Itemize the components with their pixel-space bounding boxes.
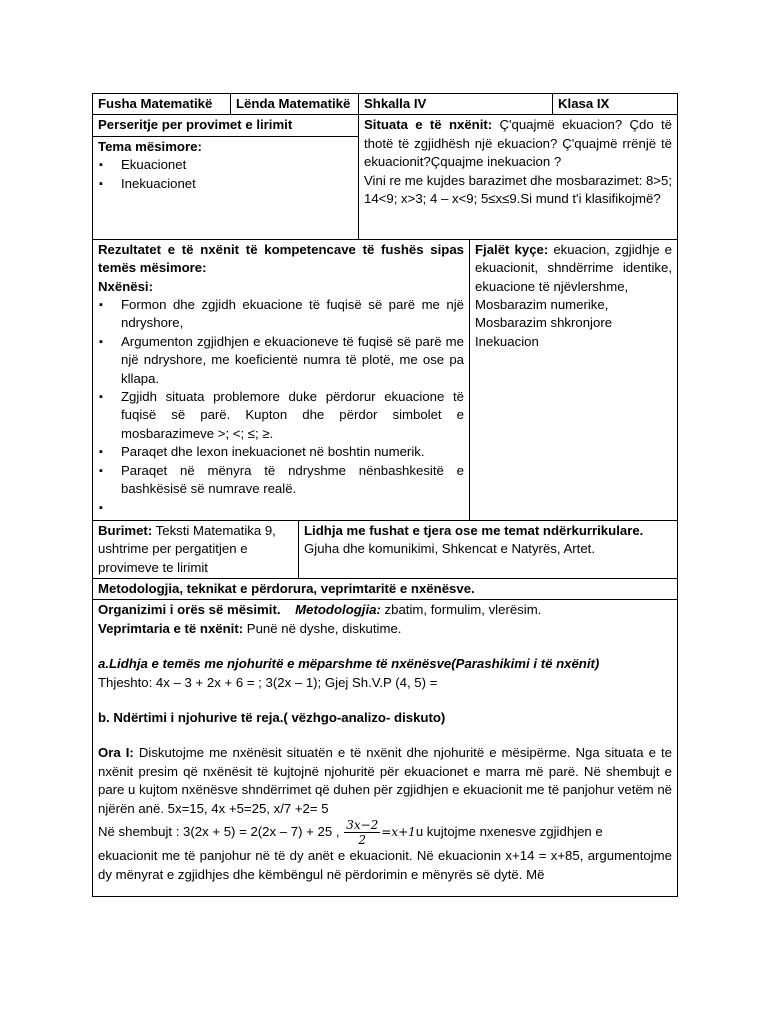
theme-cell (93, 136, 359, 239)
resources-text: Teksti Matematika 9, ushtrime per pergatitjen e provimeve te lirimit (98, 522, 276, 575)
last-paragraph: ekuacionit me të panjohur në të dy anët e ekuacionit. Në ekuacionin x+14 = x+85, argumentojme dy mënyrat e zgjidhjes dhe këmbëngul në përdorimin e mënyrës së dytë. Më (98, 848, 672, 882)
ora-paragraph (98, 744, 672, 818)
outcomes-list (98, 296, 464, 516)
outcomes-cell (93, 239, 470, 520)
fraction-denominator: 2 (358, 833, 367, 848)
outcome-item: ▪ Zgjidh situata problemore duke përdorur ekuacione të fuqisë së parë. Kupton dhe përdor simbolet e mosbarazimeve >; <; ≤; ≥. (98, 388, 464, 443)
field-cell: Fusha Matematikë (93, 94, 231, 115)
section-b-heading: b. Ndërtimi i njohurive të reja.( vëzhgo-analizo- diskuto) (98, 710, 446, 726)
ora-text: Diskutojme me nxënësit situatën e të nxënit dhe njohuritë e mësipërme. Nga situata e te nxënit presim që nxënësit të kujtojnë njohuritë për ekuacionet e marra më parë. Në shembujt e pare u kujtom nxënësve shndërrimet që duhen për zgjidhjen e ekuacionit me të panjohur vetëm në njërën anë. 5x=15, 4x +5=25, x/7 +2= 5 (98, 745, 673, 816)
outcome-item: ▪ Paraqet dhe lexon inekuacionet në boshtin numerik. (98, 443, 464, 461)
links-heading: Lidhja me fushat e tjera ose me temat ndërkurrikulare. (304, 522, 644, 538)
resources-label: Burimet: (98, 522, 153, 538)
method-text: zbatim, formulim, vlerësim. (380, 602, 542, 618)
fraction-rhs: =x+1 (381, 825, 416, 840)
ora-label: Ora I: (98, 745, 134, 761)
theme-item: ▪ Inekuacionet (98, 175, 353, 193)
resources-row (93, 520, 678, 578)
outcomes-row (93, 239, 678, 520)
keywords-label: Fjalët kyçe: (475, 241, 549, 257)
theme-item: ▪ Ekuacionet (98, 156, 353, 174)
lesson-plan-table (92, 93, 678, 897)
lesson-body-cell (93, 600, 678, 897)
topic-row (93, 115, 678, 136)
keywords-cell (470, 239, 678, 520)
keyword-line: Mosbarazim numerike, (475, 297, 609, 313)
header-row (93, 94, 678, 115)
simplify-exercise: Thjeshto: 4x – 3 + 2x + 6 = ; 3(2x – 1); Gjej Sh.V.P (4, 5) = (98, 674, 438, 690)
situation-text-2: Vini re me kujdes barazimet dhe mosbarazimet: 8>5; 14<9; x>3; 4 – x<9; 5≤x≤9.Si mund t'i klasifikojmë? (364, 172, 672, 207)
outcome-item: ▪ Paraqet në mënyra të ndryshme nënbashkesitë e bashkësisë së numrave realë. (98, 462, 464, 499)
keywords-text: ekuacion, zgjidhje e ekuacionit, shndërrime identike, ekuacione të njëvlershme, (475, 241, 672, 294)
class-cell: Klasa IX (553, 94, 678, 115)
activity-text: Punë në dyshe, diskutime. (243, 620, 402, 636)
examples-line (98, 818, 672, 847)
outcomes-heading: Rezultatet e të nxënit të kompetencave të fushës sipas temës mësimore: (98, 241, 464, 276)
examples-suffix: u kujtojme nxenesve zgjidhjen e (415, 824, 603, 840)
resources-cell (93, 520, 299, 578)
situation-cell (359, 115, 678, 239)
methodology-row (93, 579, 678, 600)
level-cell: Shkalla IV (359, 94, 553, 115)
lesson-plan-page (92, 93, 677, 897)
organization-line (98, 601, 672, 619)
keyword-line: Inekuacion (475, 333, 539, 349)
equation-fraction (344, 818, 380, 847)
links-cell (299, 520, 678, 578)
method-label: Metodologjia: (295, 602, 381, 618)
outcome-item: ▪ Formon dhe zgjidh ekuacione të fuqisë së parë me një ndryshore, (98, 296, 464, 333)
activity-line (98, 620, 672, 638)
links-text: Gjuha dhe komunikimi, Shkencat e Natyrës, Artet. (304, 541, 595, 557)
situation-label: Situata e të nxënit: (364, 117, 493, 133)
organization-label: Organizimi i orës së mësimit. (98, 602, 281, 618)
outcome-item: ▪ Argumenton zgjidhjen e ekuacioneve të fuqisë së parë me një ndryshore, me koeficientë numra të plotë, me ose pa kllapa. (98, 333, 464, 388)
student-label: Nxënësi: (98, 278, 153, 294)
examples-prefix: Në shembujt : 3(2x + 5) = 2(2x – 7) + 25 , (98, 824, 340, 840)
lesson-body-row (93, 600, 678, 897)
theme-heading: Tema mësimore: (98, 138, 202, 154)
methodology-heading: Metodologjia, teknikat e përdorura, veprimtaritë e nxënësve. (93, 579, 678, 600)
outcome-item-empty (98, 499, 464, 517)
keyword-line: Mosbarazim shkronjore (475, 315, 613, 331)
activity-label: Veprimtaria e të nxënit: (98, 620, 244, 636)
theme-list (98, 156, 353, 193)
situation-text: Ç'quajmë ekuacion? Çdo të thotë të zgjidhësh një ekuacion? Ç'quajmë rrënjë të ekuacionit?Çquajme inekuacion ? (364, 117, 672, 170)
section-a-heading: a.Lidhja e temës me njohuritë e mëparshme të nxënësve(Parashikimi i të nxënit) (98, 656, 600, 672)
subject-cell: Lënda Matematikë (231, 94, 359, 115)
fraction-numerator: 3x−2 (346, 818, 379, 833)
topic-title: Perseritje per provimet e lirimit (93, 115, 359, 136)
